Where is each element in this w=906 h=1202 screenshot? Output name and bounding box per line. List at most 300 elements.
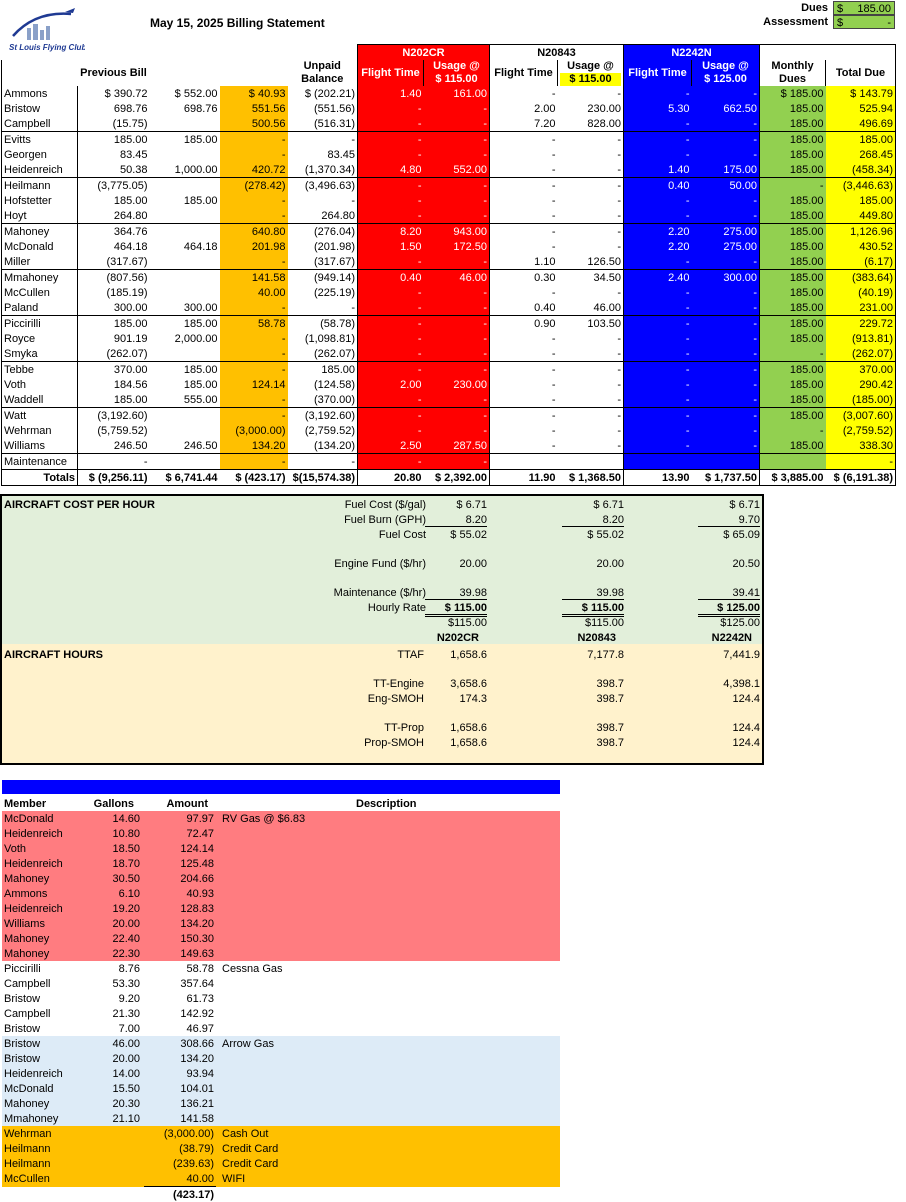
cell-name: Heilmann (2, 178, 78, 194)
cell-monthly-dues: 185.00 (760, 377, 826, 392)
cell-usage-n202cr: - (424, 101, 490, 116)
cell-payment: 185.00 (150, 377, 220, 392)
fuel-member: Wehrman (2, 1126, 74, 1141)
cell-flight-time-n202cr: - (358, 132, 424, 148)
fuel-description (216, 856, 560, 871)
fuel-row (2, 991, 560, 1006)
cell-credit: - (220, 132, 288, 148)
cell-name: Hofstetter (2, 193, 78, 208)
cell-flight-time-n2242n: - (624, 193, 692, 208)
hours-value-n20843: 398.7 (596, 737, 624, 749)
cell-flight-time-n202cr: - (358, 193, 424, 208)
cell-previous-bill: (3,192.60) (78, 408, 150, 424)
cell-flight-time-n202cr: 2.00 (358, 377, 424, 392)
billing-row (2, 239, 896, 254)
col-monthly-dues: Monthly Dues (760, 60, 826, 86)
cell-previous-bill: (807.56) (78, 270, 150, 286)
cell-previous-bill: 185.00 (78, 193, 150, 208)
cost-label: Maintenance ($/hr) (334, 587, 426, 599)
cell-flight-time-n2242n: - (624, 86, 692, 101)
cell-flight-time-n202cr: - (358, 423, 424, 438)
cell-unpaid-balance: - (288, 193, 358, 208)
cell-credit: 124.14 (220, 377, 288, 392)
cell-usage-n202cr: 287.50 (424, 438, 490, 454)
fuel-gallons: 20.30 (74, 1096, 144, 1111)
cell-name: Miller (2, 254, 78, 270)
cell-monthly-dues: 185.00 (760, 193, 826, 208)
dues-value: $ 185.00 (833, 1, 895, 15)
fuel-description: WIFI (216, 1171, 560, 1187)
cell-flight-time-n2242n: 1.40 (624, 162, 692, 178)
cell-usage-n2242n: 275.00 (692, 224, 760, 240)
cost-value-n20843: 39.98 (562, 587, 624, 600)
cell-flight-time-n2242n: - (624, 331, 692, 346)
hours-value-n2242n: 124.4 (732, 722, 760, 734)
cell-previous-bill: (15.75) (78, 116, 150, 132)
cell-usage-n2242n: - (692, 377, 760, 392)
hours-label: Prop-SMOH (364, 737, 424, 749)
cost-value-n2242n: 39.41 (698, 587, 760, 600)
cell-usage-n20843: 46.00 (558, 300, 624, 316)
cell-usage-n2242n: - (692, 147, 760, 162)
fuel-amount: 61.73 (144, 991, 216, 1006)
dues-summary (762, 1, 895, 29)
cell-name: Voth (2, 377, 78, 392)
fuel-row (2, 841, 560, 856)
fuel-row (2, 961, 560, 976)
cell-credit: 420.72 (220, 162, 288, 178)
cell-credit: 551.56 (220, 101, 288, 116)
cell-total-due: (6.17) (826, 254, 896, 270)
cell-flight-time-n20843: 0.30 (490, 270, 558, 286)
aircraft-header-n202cr: N202CR (358, 45, 490, 61)
cell-flight-time-n2242n: - (624, 316, 692, 332)
cell-usage-n2242n: - (692, 254, 760, 270)
statement-title: May 15, 2025 Billing Statement (150, 16, 325, 30)
cell-monthly-dues (760, 454, 826, 470)
cell-total-due: 231.00 (826, 300, 896, 316)
cell-name: Watt (2, 408, 78, 424)
cell-unpaid-balance: (1,370.34) (288, 162, 358, 178)
fuel-description (216, 1051, 560, 1066)
cell-usage-n202cr: - (424, 285, 490, 300)
cell-flight-time-n20843: - (490, 224, 558, 240)
billing-row (2, 285, 896, 300)
cell-monthly-dues: 185.00 (760, 331, 826, 346)
fuel-amount: 134.20 (144, 1051, 216, 1066)
cell-flight-time-n2242n: 2.20 (624, 239, 692, 254)
cell-payment (150, 116, 220, 132)
cell-credit: (3,000.00) (220, 423, 288, 438)
cell-flight-time-n202cr: - (358, 116, 424, 132)
fuel-row (2, 1036, 560, 1051)
total-name: Totals (2, 470, 78, 486)
cell-name: Evitts (2, 132, 78, 148)
cell-payment (150, 423, 220, 438)
fuel-description: Credit Card (216, 1141, 560, 1156)
cell-payment (150, 147, 220, 162)
cell-monthly-dues: 185.00 (760, 132, 826, 148)
cell-monthly-dues: 185.00 (760, 254, 826, 270)
cell-total-due: 525.94 (826, 101, 896, 116)
billing-row (2, 224, 896, 240)
cell-credit: - (220, 392, 288, 408)
cell-usage-n20843: - (558, 147, 624, 162)
billing-row (2, 147, 896, 162)
fuel-description: Cessna Gas (216, 961, 560, 976)
fuel-member: Heilmann (2, 1156, 74, 1171)
cell-previous-bill: (185.19) (78, 285, 150, 300)
cell-unpaid-balance: (2,759.52) (288, 423, 358, 438)
fuel-description (216, 1096, 560, 1111)
fuel-col-amount: Amount (144, 796, 216, 811)
billing-row (2, 193, 896, 208)
aircraft-header-n2242n: N2242N (624, 45, 760, 61)
aircraft-panel (0, 494, 764, 765)
cell-usage-n202cr: - (424, 254, 490, 270)
billing-row (2, 178, 896, 194)
cell-monthly-dues: 185.00 (760, 316, 826, 332)
fuel-amount: 97.97 (144, 811, 216, 826)
cell-usage-n2242n: - (692, 408, 760, 424)
fuel-row (2, 826, 560, 841)
cell-usage-n20843: 103.50 (558, 316, 624, 332)
cell-flight-time-n20843: - (490, 331, 558, 346)
fuel-amount: 357.64 (144, 976, 216, 991)
fuel-col-description: Description (216, 796, 560, 811)
cell-usage-n20843: - (558, 346, 624, 362)
cell-name: Paland (2, 300, 78, 316)
cell-flight-time-n20843: - (490, 438, 558, 454)
cell-flight-time-n202cr: 2.50 (358, 438, 424, 454)
cell-payment (150, 208, 220, 224)
cell-unpaid-balance: - (288, 132, 358, 148)
fuel-description (216, 991, 560, 1006)
billing-table-wrap (1, 44, 896, 486)
cell-total-due: 338.30 (826, 438, 896, 454)
cell-unpaid-balance: (516.31) (288, 116, 358, 132)
fuel-amount: 58.78 (144, 961, 216, 976)
cell-total-due: 370.00 (826, 362, 896, 378)
fuel-description (216, 826, 560, 841)
cell-flight-time-n20843: - (490, 285, 558, 300)
fuel-gallons: 22.40 (74, 931, 144, 946)
cell-flight-time-n202cr: - (358, 285, 424, 300)
fuel-gallons: 22.30 (74, 946, 144, 961)
fuel-amount: 93.94 (144, 1066, 216, 1081)
cell-flight-time-n2242n: - (624, 254, 692, 270)
cell-payment: 246.50 (150, 438, 220, 454)
cell-unpaid-balance: (317.67) (288, 254, 358, 270)
cell-flight-time-n2242n: - (624, 116, 692, 132)
billing-row (2, 362, 896, 378)
cell-total-due: 229.72 (826, 316, 896, 332)
col-flight-time-3: Flight Time (624, 60, 692, 86)
cell-usage-n202cr: - (424, 362, 490, 378)
cell-usage-n2242n: - (692, 86, 760, 101)
cell-total-due: - (826, 454, 896, 470)
fuel-row (2, 976, 560, 991)
fuel-gallons: 7.00 (74, 1021, 144, 1036)
cell-usage-n202cr: - (424, 454, 490, 470)
cell-previous-bill: 185.00 (78, 316, 150, 332)
cell-unpaid-balance: (262.07) (288, 346, 358, 362)
fuel-member: Bristow (2, 1036, 74, 1051)
cell-name: Tebbe (2, 362, 78, 378)
fuel-member: Bristow (2, 1021, 74, 1036)
cell-flight-time-n202cr: - (358, 178, 424, 194)
fuel-description (216, 976, 560, 991)
cost-label: Fuel Cost (379, 529, 426, 541)
fuel-amount: 40.93 (144, 886, 216, 901)
cell-name: Williams (2, 438, 78, 454)
fuel-amount: 204.66 (144, 871, 216, 886)
fuel-member: Bristow (2, 1051, 74, 1066)
cell-flight-time-n2242n: - (624, 300, 692, 316)
cell-usage-n2242n: - (692, 116, 760, 132)
cell-credit: - (220, 147, 288, 162)
cell-flight-time-n2242n: - (624, 285, 692, 300)
fuel-gallons: 9.20 (74, 991, 144, 1006)
cell-name: McCullen (2, 285, 78, 300)
cell-credit: 141.58 (220, 270, 288, 286)
cell-flight-time-n20843: - (490, 392, 558, 408)
cost-label: Engine Fund ($/hr) (334, 558, 426, 570)
cell-usage-n2242n: - (692, 285, 760, 300)
cell-usage-n20843: - (558, 86, 624, 101)
cell-usage-n20843: - (558, 239, 624, 254)
aircraft-name-n20843: N20843 (577, 632, 616, 644)
cell-credit: - (220, 331, 288, 346)
total-usage-n202cr: $ 2,392.00 (424, 470, 490, 486)
hours-value-n202cr: 3,658.6 (450, 678, 487, 690)
aircraft-cost-section (2, 496, 762, 644)
cell-name: Royce (2, 331, 78, 346)
fuel-description (216, 1021, 560, 1036)
fuel-row (2, 1141, 560, 1156)
cell-total-due: 290.42 (826, 377, 896, 392)
cell-name: Bristow (2, 101, 78, 116)
fuel-amount: 141.58 (144, 1111, 216, 1126)
cell-payment (150, 224, 220, 240)
fuel-amount: 150.30 (144, 931, 216, 946)
fuel-row (2, 1111, 560, 1126)
cell-flight-time-n2242n: - (624, 408, 692, 424)
cell-usage-n202cr: - (424, 408, 490, 424)
cell-unpaid-balance: (370.00) (288, 392, 358, 408)
cell-usage-n202cr: 46.00 (424, 270, 490, 286)
col-usage-1: Usage @ $ 115.00 (424, 60, 490, 86)
billing-row (2, 346, 896, 362)
hours-value-n20843: 398.7 (596, 722, 624, 734)
cost-value-n202cr: $ 55.02 (450, 529, 487, 541)
fuel-amount: 72.47 (144, 826, 216, 841)
fuel-member: Campbell (2, 976, 74, 991)
cell-flight-time-n20843: 2.00 (490, 101, 558, 116)
cell-payment: 698.76 (150, 101, 220, 116)
cell-flight-time-n20843: - (490, 193, 558, 208)
fuel-member: Mahoney (2, 871, 74, 886)
cell-payment (150, 408, 220, 424)
cell-total-due: (3,007.60) (826, 408, 896, 424)
cell-monthly-dues: 185.00 (760, 408, 826, 424)
col-flight-time-1: Flight Time (358, 60, 424, 86)
billing-row (2, 101, 896, 116)
cell-flight-time-n2242n: - (624, 208, 692, 224)
cost-value-n20843: $ 6.71 (593, 499, 624, 511)
cell-usage-n202cr: - (424, 116, 490, 132)
cell-name: Campbell (2, 116, 78, 132)
cell-flight-time-n2242n: - (624, 147, 692, 162)
cell-unpaid-balance: 185.00 (288, 362, 358, 378)
cell-total-due: 1,126.96 (826, 224, 896, 240)
cell-unpaid-balance: (3,496.63) (288, 178, 358, 194)
cell-unpaid-balance: (276.04) (288, 224, 358, 240)
cell-flight-time-n202cr: - (358, 300, 424, 316)
cell-name: Smyka (2, 346, 78, 362)
fuel-row (2, 946, 560, 961)
cell-flight-time-n202cr: - (358, 254, 424, 270)
cell-payment (150, 178, 220, 194)
cell-flight-time-n20843: 0.90 (490, 316, 558, 332)
cell-flight-time-n20843: 1.10 (490, 254, 558, 270)
cell-flight-time-n20843: - (490, 377, 558, 392)
fuel-col-gallons: Gallons (74, 796, 144, 811)
cell-unpaid-balance: (201.98) (288, 239, 358, 254)
fuel-description (216, 1006, 560, 1021)
fuel-description: RV Gas @ $6.83 (216, 811, 560, 826)
cell-total-due: (913.81) (826, 331, 896, 346)
cell-flight-time-n202cr: - (358, 454, 424, 470)
total-unpaid-balance: $(15,574.38) (288, 470, 358, 486)
fuel-description (216, 901, 560, 916)
cell-credit: 40.00 (220, 285, 288, 300)
cell-usage-n2242n: - (692, 331, 760, 346)
cell-credit: - (220, 254, 288, 270)
cell-usage-n2242n: - (692, 438, 760, 454)
fuel-row (2, 811, 560, 826)
fuel-amount: 136.21 (144, 1096, 216, 1111)
fuel-description (216, 1111, 560, 1126)
cell-monthly-dues: 185.00 (760, 162, 826, 178)
cell-total-due: $ 143.79 (826, 86, 896, 101)
fuel-total: (423.17) (144, 1187, 216, 1202)
billing-row (2, 331, 896, 346)
cell-total-due: 185.00 (826, 132, 896, 148)
total-usage-n20843: $ 1,368.50 (558, 470, 624, 486)
cell-monthly-dues: 185.00 (760, 116, 826, 132)
total-monthly-dues: $ 3,885.00 (760, 470, 826, 486)
fuel-amount: 149.63 (144, 946, 216, 961)
cell-monthly-dues: $ 185.00 (760, 86, 826, 101)
billing-row (2, 270, 896, 286)
aircraft-cost-heading: AIRCRAFT COST PER HOUR (4, 499, 155, 511)
hours-value-n2242n: 4,398.1 (723, 678, 760, 690)
cell-previous-bill: (5,759.52) (78, 423, 150, 438)
cell-flight-time-n202cr: - (358, 362, 424, 378)
fuel-description (216, 886, 560, 901)
fuel-gallons: 8.76 (74, 961, 144, 976)
fuel-gallons (74, 1171, 144, 1187)
fuel-member: McCullen (2, 1171, 74, 1187)
cell-previous-bill: 901.19 (78, 331, 150, 346)
cell-credit: 500.56 (220, 116, 288, 132)
fuel-member: Heidenreich (2, 1066, 74, 1081)
fuel-row (2, 1171, 560, 1187)
cell-payment (150, 285, 220, 300)
total-flight-time-n20843: 11.90 (490, 470, 558, 486)
cell-usage-n2242n: - (692, 193, 760, 208)
fuel-member: Heidenreich (2, 826, 74, 841)
cell-usage-n2242n: - (692, 423, 760, 438)
cell-name: Heidenreich (2, 162, 78, 178)
cell-usage-n20843: - (558, 438, 624, 454)
col-flight-time-2: Flight Time (490, 60, 558, 86)
fuel-gallons: 14.60 (74, 811, 144, 826)
cell-monthly-dues: 185.00 (760, 392, 826, 408)
cost-value-n2242n: 9.70 (698, 514, 760, 527)
cost-value-n2242n: 20.50 (732, 558, 760, 570)
cell-credit: 58.78 (220, 316, 288, 332)
cell-total-due: (262.07) (826, 346, 896, 362)
cell-previous-bill: (262.07) (78, 346, 150, 362)
cell-usage-n2242n: - (692, 208, 760, 224)
fuel-gallons: 15.50 (74, 1081, 144, 1096)
total-flight-time-n2242n: 13.90 (624, 470, 692, 486)
cell-flight-time-n20843: 7.20 (490, 116, 558, 132)
cell-name: Wehrman (2, 423, 78, 438)
cell-total-due: (458.34) (826, 162, 896, 178)
cell-flight-time-n2242n: - (624, 362, 692, 378)
fuel-description (216, 931, 560, 946)
cell-usage-n20843: - (558, 362, 624, 378)
billing-table (1, 44, 896, 486)
fuel-member: Heidenreich (2, 901, 74, 916)
cell-total-due: (185.00) (826, 392, 896, 408)
cell-payment: 2,000.00 (150, 331, 220, 346)
fuel-table-wrap (2, 796, 560, 1202)
cell-credit: - (220, 362, 288, 378)
cell-usage-n20843: 828.00 (558, 116, 624, 132)
fuel-section-bar (2, 780, 560, 794)
fuel-member: McDonald (2, 811, 74, 826)
fuel-description (216, 871, 560, 886)
aircraft-name-n202cr: N202CR (437, 632, 479, 644)
cell-flight-time-n202cr: - (358, 208, 424, 224)
cell-flight-time-n20843: - (490, 162, 558, 178)
fuel-row (2, 1066, 560, 1081)
cell-flight-time-n20843 (490, 454, 558, 470)
cell-payment: 185.00 (150, 132, 220, 148)
cell-payment: $ 552.00 (150, 86, 220, 101)
billing-totals-row (2, 470, 896, 486)
cell-previous-bill: 364.76 (78, 224, 150, 240)
fuel-description (216, 841, 560, 856)
fuel-row (2, 1051, 560, 1066)
cell-monthly-dues: 185.00 (760, 362, 826, 378)
cell-total-due: 185.00 (826, 193, 896, 208)
fuel-gallons: 20.00 (74, 1051, 144, 1066)
dues-label: Dues (762, 1, 833, 15)
fuel-member: Heidenreich (2, 856, 74, 871)
cell-usage-n20843: - (558, 224, 624, 240)
billing-row (2, 132, 896, 148)
billing-row (2, 392, 896, 408)
hours-value-n202cr: 1,658.6 (450, 722, 487, 734)
cost-value-n202cr: 20.00 (459, 558, 487, 570)
cell-unpaid-balance: - (288, 454, 358, 470)
cell-flight-time-n202cr: 4.80 (358, 162, 424, 178)
